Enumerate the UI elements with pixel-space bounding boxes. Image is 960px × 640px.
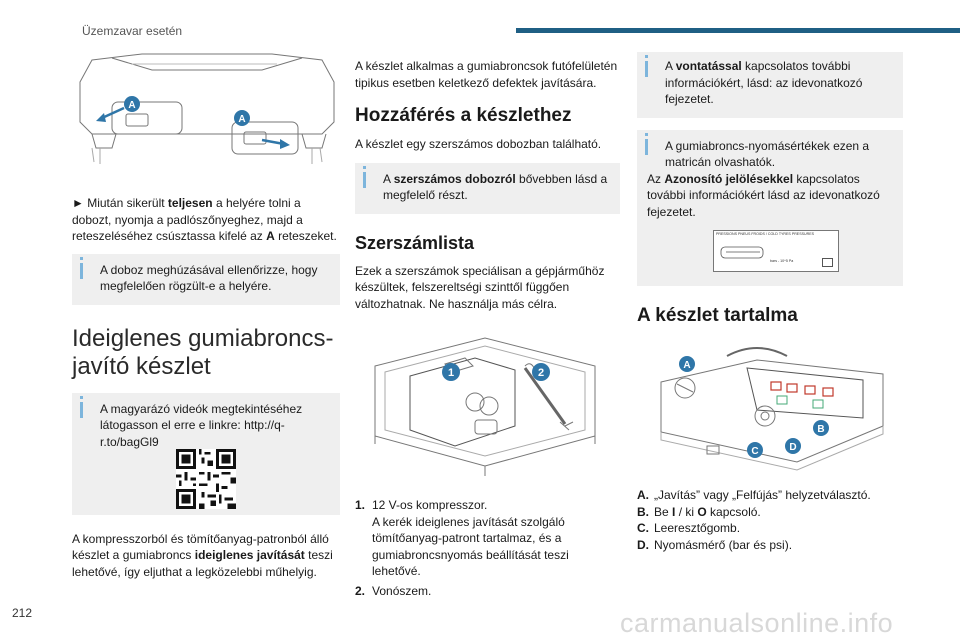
kompresszor-paragraph: A kompresszorból és tömítőanyag-patronból álló készlet a gumiabroncs ideiglenes javítását teszi lehetővé, így eljuthat a legközelebbi műhelyig. [72,531,333,579]
figure-label-c: C [751,446,759,457]
column-left [72,52,340,580]
sticker-units: bars - 10^5 Pa [770,258,794,263]
heading-access: Hozzáférés a készlethez [355,105,572,126]
figure-label-b: B [817,424,825,435]
info-box-tow: A vontatással kapcsolatos további információkért, lásd: az idevonatkozó fejezetet. [637,52,903,118]
identification-paragraph: Az Azonosító jelölésekkel kapcsolatos további információkért lásd az idevonatkozó fejezetet. [647,171,880,219]
pressure-sticker [713,230,839,272]
heading-tools: Szerszámlista [355,232,475,253]
page-number: 212 [12,606,33,620]
column-right [637,52,903,553]
figure-box-latches [72,52,340,180]
parts-list [637,487,903,553]
figure-label-a-1: A [128,100,136,111]
list-item: C. Leeresztőgomb. [637,521,741,535]
heading-contents: A készlet tartalma [637,305,798,326]
info-box-doboz: A doboz meghúzásával ellenőrizze, hogy megfelelően rögzült-e a helyére. [72,254,340,305]
figure-label-d: D [789,442,797,453]
qr-code-icon [176,449,236,509]
list-item: B. Be I / ki O kapcsoló. [637,504,761,519]
info-icon [645,139,648,155]
figure-label-1: 1 [447,367,455,379]
watermark: carmanualsonline.info [620,608,894,638]
figure-tool-box [355,326,620,476]
figure-label-a: A [683,360,691,371]
list-item: 2. Vonószem. [355,583,432,598]
figure-label-2: 2 [537,367,545,379]
step-paragraph: ► Miután sikerült teljesen a helyére tolni a dobozt, nyomja a padlószőnyeghez, majd a reteszeléséhez csúsztassa kifelé az A reteszeket. [72,196,337,243]
info-box-tools: A szerszámos dobozról bővebben lásd a megfelelő részt. [355,163,620,214]
info-icon [363,172,366,188]
intro-paragraph: A készlet alkalmas a gumiabroncsok futófelületén tipikus esetben keletkező defektek javítására. [355,59,618,90]
info-box-pressure: A gumiabroncs-nyomásértékek ezen a matricán olvashatók. Az Azonosító jelölésekkel kapcsolatos további információkért lásd az idevonatkozó fejezetet. PRESSIONS PNEUS FROIDS / COLD TYRES PRESSURES bars - 10^5 Pa [637,130,903,287]
sticker-title: PRESSIONS PNEUS FROIDS / COLD TYRES PRESSURES [716,232,814,236]
list-item: D. Nyomásmérő (bar és psi). [637,537,793,552]
header-section-title: Üzemzavar esetén [82,24,183,38]
info-icon [80,402,83,418]
column-middle [355,58,620,599]
list-item: 1. 12 V-os kompresszor. A kerék ideiglenes javítását szolgáló tömítőanyag-patront tartalmaz, és a gumiabroncsnyomás beállítását teszi lehetővé. [355,498,569,578]
sticker-car-icon [720,243,766,261]
info-icon [80,263,83,279]
tool-list [355,497,620,599]
figure-compressor [637,344,903,472]
access-paragraph: A készlet egy szerszámos dobozban található. [355,137,602,151]
figure-label-a-2: A [238,114,246,125]
list-item: A. „Javítás” vagy „Felfújás” helyzetválasztó. [637,488,871,502]
header-accent-bar [516,28,960,33]
info-icon [645,61,648,77]
info-box-video: A magyarázó videók megtekintéséhez látogasson el erre e linkre: http://q-r.to/bagGl9 [72,393,340,515]
heading-kit: Ideiglenes gumiabroncs-javító készlet [72,324,334,380]
tools-paragraph: Ezek a szerszámok speciálisan a gépjárműhöz készültek, felszereltségi szinttől függően változhatnak. Ne használja más célra. [355,263,605,311]
